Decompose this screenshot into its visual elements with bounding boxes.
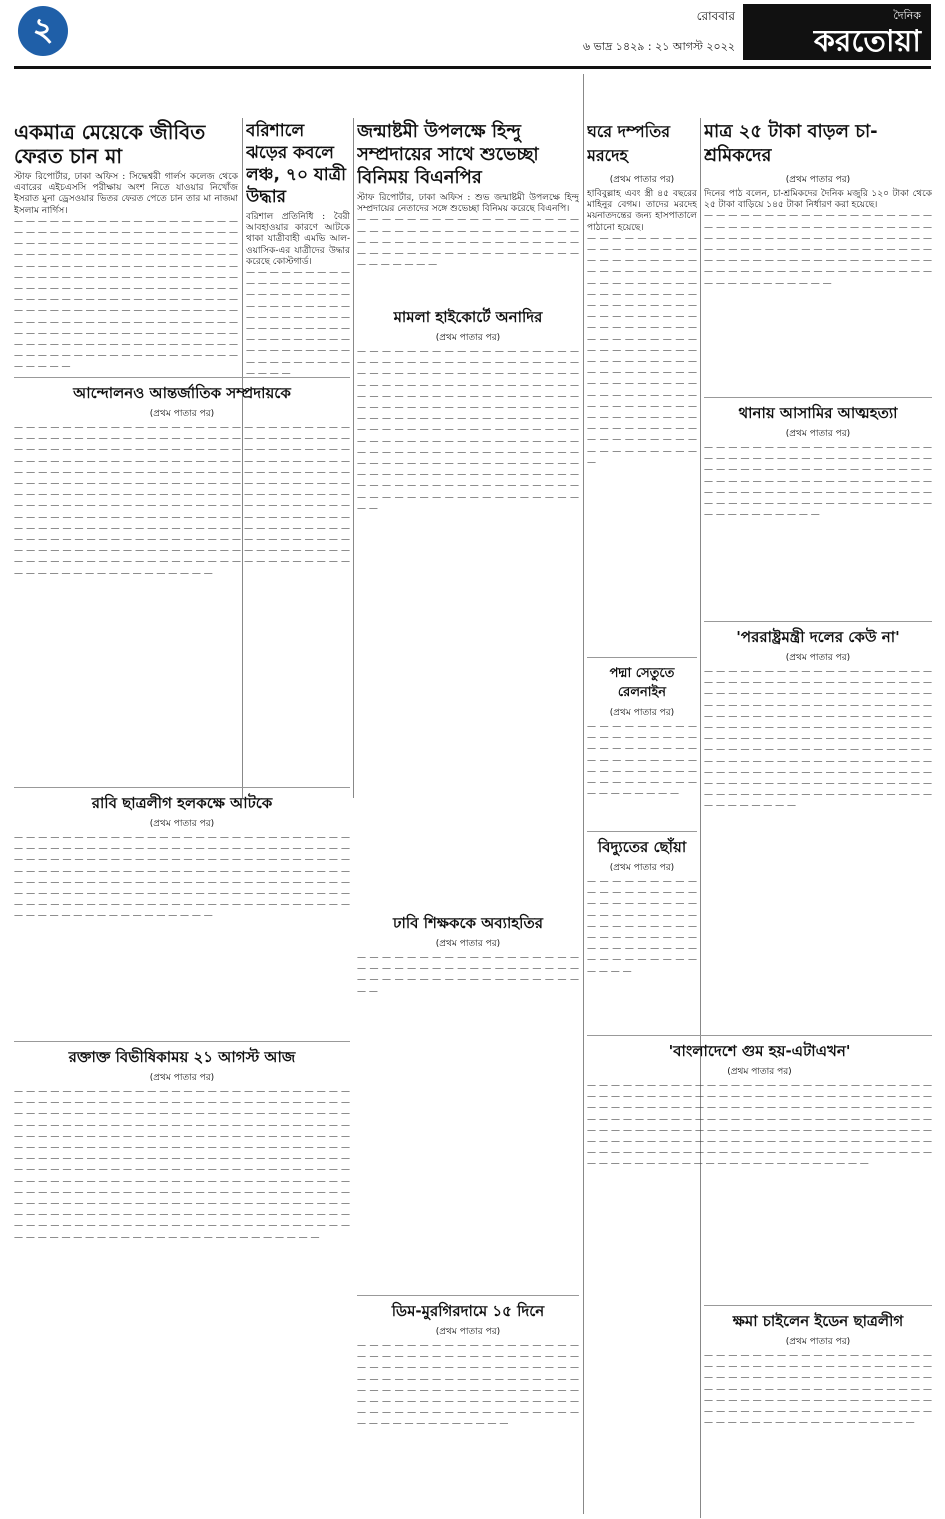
header-rule bbox=[14, 66, 931, 69]
article-3 bbox=[357, 118, 579, 298]
continued-label: (প্রথম পাতার পর) bbox=[785, 653, 851, 663]
continued-label: (প্রথম পাতার পর) bbox=[727, 1067, 792, 1077]
body-text: — — — — — — — — — — — — — — — — — — — — — — — — — — — — — — — — — — — — — — — — — — — — — — — — — — — — — — — — — — — — — — — — — — — — — — — — — — — — — — — — — — — — — bbox=[246, 268, 350, 379]
header-date: ৬ ভাদ্র ১৪২৯ : ২১ আগস্ট ২০২২ bbox=[582, 40, 735, 53]
body-text: — — — — — — — — — — — — — — — — — — — — — — — — — — — — — — — — — — — — — — — — — — — — — — — — — — — — — — — — — — — — — — — — — — — — — — — — — — — — — — — — — — — — — — — — — — — — — — — — — — — — — — — — — — — — — — — — — — — — — — — — — — — — — — — — — — — — — — — — — — — — — — — — — — — — — — — — — — — — — — — — — — — — — — — — — — — — — — — — — — — — — — — — — — — — — — — — — — — — — — — — — — — — — — — — — — — — — — — — — — — — — — — — — — — — — — — — — — — — — — — — — — — — — — — — — — — — — — bbox=[357, 347, 579, 514]
body-text: — — — — — — — — — — — — — — — — — — — — — — — — — — — — — — — — — — — — — — — — — — — — — — — — — — — — — — — — — — — — — — — — — — — — — — — — — — — — — — — bbox=[357, 215, 579, 271]
article-5 bbox=[704, 118, 932, 388]
continued-label: (প্রথম পাতার পর) bbox=[435, 333, 501, 343]
divider bbox=[14, 1041, 350, 1042]
headline: একমাত্র মেয়েকে জীবিত ফেরত চান মা bbox=[14, 120, 206, 168]
body-text: — — — — — — — — — — — — — — — — — — — — — — — — — — — — — — — — — — — — — — — — — — — — — — — — — — — — — — — — — — — — — — — — — — — — — — — — — — — — — — — — — — — — — — — — — — — — — — — — — — — — — — — — — — — — — — — — — — — — — — — — — — — — — — — — — — — — — — — — — — — — — — — — — — — — — — — — — — — — — — — — — — — — — — — — — — — — — — — — — — — — — — — — — — — — — — — — — — — — — — — — — — — — — — — — — — — — — — — — — — — — — — — — — — — — — — — — — — — — bbox=[704, 667, 932, 812]
continued-label: (প্রথম পাতার পর) bbox=[609, 708, 675, 718]
headline: থানায় আসামির আত্মহত্যা bbox=[738, 404, 898, 422]
continued-label: (প্রথম পাতার পর) bbox=[785, 1337, 851, 1347]
header-day: রোববার bbox=[696, 9, 735, 23]
continued-label: (প্রথম পাতার পর) bbox=[149, 409, 215, 419]
headline: ঘরে দম্পতির মরদেহ bbox=[587, 122, 671, 165]
headline: জন্মাষ্টমী উপলক্ষে হিন্দু সম্প্রদায়ের সাথে শুভেচ্ছা বিনিময় বিএনপির bbox=[357, 121, 539, 188]
body-text: — — — — — — — — — — — — — — — — — — — — — — — — — — — — — — — — — — — — — — — — — — — — — — — — — — — — — — — — — — — — — — — — — — — — — — — — — — — — — — — — — — — — — — — — — — — — — — — — — — — — — — — — — — — — — — — — — — — — — — — — — — — — — — — — — — — — — — — — — — — — — — — — — — — — — — — — — — — — — — — — — — — — — — — — — — — — — — — — — — — — — — — — — — — — — — — — — — — — — — — — — — — — — — — — — — — — — — — — — — — — — — — — — — — — — — — — — — — — — — — — — — — — — — — — — — — — bbox=[14, 216, 238, 368]
body-text: — — — — — — — — — — — — — — — — — — — — — — — — — — — — — — — — — — — — — — — — — — — — — — — — — — — — — — — — — — — — — — — — — — — — — — — — — — — — — — — — — — — — — — — — — — — — — — — — — — — — — — — — — — — — — — — — — — — — — — — — — — — — — — — — — — — — — — — — — — — — — — — — — — — — — — — — — — — — — — — — — — — — — — — — — — — — — — — — — — — — — bbox=[587, 233, 697, 468]
article-15 bbox=[14, 1036, 350, 1511]
continued-label: (প্রথম পাতার পর) bbox=[785, 175, 851, 185]
article-text: স্টাফ রিপোর্টার, ঢাকা অফিস : শুভ জন্মাষ্টমী উপলক্ষে হিন্দু সম্প্রদায়ের নেতাদের সঙ্গে শুভেচ্ছা বিনিময় করেছে বিএনপি। bbox=[357, 193, 579, 215]
divider bbox=[14, 787, 350, 788]
article-4 bbox=[587, 118, 697, 648]
continued-label: (প্রথম পাতার পর) bbox=[149, 819, 215, 829]
masthead-logo bbox=[743, 4, 931, 60]
headline: আন্দোলনও আন্তর্জাতিক সম্প্রদায়কে bbox=[73, 384, 291, 402]
body-text: — — — — — — — — — — — — — — — — — — — — — — — — — — — — — — — — — — — — — — — — — — — — — — — — — — — — — — — — — — — — — — — — — — — — — — — — — — — — — — — — — — — — — — — — — — — — — — — — — — — — — — — — — — — — — — — — — — — — — — — — — — — — — — — — — — — — — — — — — — — — — — — — — — — — — — — — — — — — — — — — — — — — — — — — — — — — — — — — — — — — — — — — — — — — — — — — — — — — — — — — — — — — — — — — — — — — — — — — — — — — — — — — — — — — — — — — — — — — — — — — — — — — — — — — — — — — — — — — — — — — — — — — — — — — — — — — — — — — — — — — — — — — — — — — — — — — — — — — — — — — — — — — — — — — — — — — — — — — — — — — — — — — — — — — — — — — — — — — — — — — — — — — — — — — — — — — — — — — — — — — — — — — — — — — — — — — — — — — — — — — — bbox=[14, 423, 350, 579]
page-number: ২ bbox=[18, 6, 68, 56]
headline: 'পররাষ্ট্রমন্ত্রী দলের কেউ না' bbox=[736, 628, 900, 646]
headline: ডিম-মুরগিরদামে ১৫ দিনে bbox=[391, 1302, 545, 1320]
body-text: — — — — — — — — — — — — — — — — — — — — — — — — — — — — — — — — — — — — — — — — — — — — — — — — — — — — — — — — — — — — — — — — — — — — — — — — — — — — — — — — — — — — — — — — — — — — — — — — — — — — — — — — — — — — — — — — — — — — — — — — — — — — — — — — — — — — bbox=[704, 1351, 932, 1429]
article-text: দিনের পাঠ বলেন, চা-শ্রমিকদের দৈনিক মজুরি ১২০ টাকা থেকে ২৫ টাকা বাড়িয়ে ১৪৫ টাকা নির্ধারণ করা হয়েছে। bbox=[704, 189, 932, 211]
article-17 bbox=[704, 1300, 932, 1510]
divider bbox=[357, 1295, 579, 1296]
article-16 bbox=[357, 1290, 579, 1510]
continued-label: (প্রথম পাতার পর) bbox=[149, 1073, 215, 1083]
article-12 bbox=[14, 782, 350, 1032]
article-8 bbox=[587, 652, 697, 822]
divider bbox=[704, 621, 932, 622]
headline: বরিশালে ঝড়ের কবলে লঞ্চ, ৭০ যাত্রী উদ্ধার bbox=[246, 121, 347, 207]
article-text: বরিশাল প্রতিনিধি : বৈরী আবহাওয়ার কারণে আটকে থাকা যাত্রীবাহী এমভি আল-ওয়াসিক-এর যাত্রীদের উদ্ধার করেছে কোস্টগার্ড। bbox=[246, 212, 350, 267]
masthead-small: দৈনিক bbox=[893, 8, 921, 22]
divider bbox=[587, 657, 697, 658]
headline: 'বাংলাদেশে গুম হয়-এটাএখন' bbox=[668, 1042, 851, 1060]
column-divider bbox=[700, 118, 701, 1518]
headline: পদ্মা সেতুতে রেলনাইন bbox=[609, 666, 675, 700]
article-9 bbox=[704, 392, 932, 612]
continued-label: (প্রথম পাতার পর) bbox=[609, 175, 675, 185]
article-6 bbox=[14, 372, 350, 777]
article-11 bbox=[704, 616, 932, 1036]
divider bbox=[587, 1035, 932, 1036]
body-text: — — — — — — — — — — — — — — — — — — — — — — — — — — — — — — — — — — — — — — — — — — — — — — — — — — — — — — — — — — — — — — — — — — — — — — — — — — — — bbox=[587, 877, 697, 977]
continued-label: (প্রথম পাতার পর) bbox=[609, 863, 675, 873]
headline: মাত্র ২৫ টাকা বাড়ল চা-শ্রমিকদের bbox=[704, 121, 878, 166]
article-text: হাবিবুল্লাহ এবং স্ত্রী ৪৫ বছরের মাহিনুর বেগম। তাদের মরদেহ ময়নাতদন্তের জন্য হাসপাতালে পাঠানো হয়েছে। bbox=[587, 189, 697, 233]
divider bbox=[14, 377, 350, 378]
continued-label: (প্রথম পাতার পর) bbox=[435, 939, 501, 949]
headline: বিদ্যুতের ছোঁয়া bbox=[597, 838, 687, 856]
column-divider bbox=[353, 118, 354, 798]
masthead-name: করতোয়া bbox=[813, 23, 921, 59]
body-text: — — — — — — — — — — — — — — — — — — — — — — — — — — — — — — — — — — — — — — — — — — — — — — — — — — — — — — — — — — — — — — — — — — — — — — — — — — — — — — — — — — — — — — — — — — — — — — — — — — — — — — — — — — — — — — — — — — — — — — — — — — — — — — — — — — — — — — — — — — — — — — — — — — — — — — — — — — — — — — — — — — — — — — — — — — — — — — — — — — — — — — — — — — — — — — — — — — — — — — — — — — — — — — — — — — — — — bbox=[14, 833, 350, 922]
headline: মামলা হাইকোর্টে অনাদির bbox=[393, 308, 543, 326]
page-header bbox=[0, 0, 945, 66]
article-7 bbox=[357, 302, 579, 617]
body-text: — — — — — — — — — — — — — — — — — — — — — — — — — — — — — — — — — — — — — — — — — — — — — — — — — — — — — — — — — — — — — — — — — — — — — — — — — — — — — — — — — — — — — — — — — — — — — — — — — — — — — — — — — — — — — — — — — — — — — — — — — — — — — bbox=[704, 211, 932, 289]
body-text: — — — — — — — — — — — — — — — — — — — — — — — — — — — — — — — — — — — — — — — — — — — — — — — — — — — — — — — — — — — — — — bbox=[587, 722, 697, 800]
headline: রক্তাক্ত বিভীষিকাময় ২১ আগস্ট আজ bbox=[68, 1048, 296, 1066]
article-1 bbox=[14, 118, 238, 368]
headline: ঢাবি শিক্ষককে অব্যাহতির bbox=[393, 914, 543, 932]
article-text: স্টাফ রিপোর্টার, ঢাকা অফিস : সিদ্ধেশ্বরী গার্লস কলেজ থেকে এবারের এইচএসসি পরীক্ষায় অংশ নিতে যাওয়ার নিখোঁজ ইসরাত মুনা ড্রেসওয়ার ভিতর ফেরত পেতে চান তার মা নাজমা ইসলাম নার্গিস। bbox=[14, 172, 238, 216]
body-text: — — — — — — — — — — — — — — — — — — — — — — — — — — — — — — — — — — — — — — — — — — — — — — — — — — — — — — — — — — — — — — — — — — — — — — — — — — — — — — — — — — — — — — — — — — — — — — — — — — — — — — — — — — — — — — — — — — — — — — — — — — — — — — — — — — — — — — — — — — — — — — — — — — — — — — — — — — — — — — — — — — — — — — — — — — — — — — — — — — — — — — — — — — — — — — — — — — — — — — — — — — — — — — — — — — — — — — — — — — — — — — — — — — — — — — — — — — — — — — — — — — — — — — — — — — — — — — — — — — — — — — — — — — — — — — — — — — — — — — — — — — — — — — — — — — — — — — — — — — — — — — — — — — — — — — — — — — — — — — — — — — — — — — — — — — — — — — — — — — — — — — — — — — — — — — — — — — — — — — — — — — — — — — — — — — — — — — — — — — — — — — — — — — — — — — bbox=[14, 1087, 350, 1243]
body-text: — — — — — — — — — — — — — — — — — — — — — — — — — — — — — — — — — — — — — — — — — — — — — — — — — — — — — — — — — — — — — — — — — — — — — — — — — — — — — — — — — — — — — — — — — — — — — — — — — — — — — — — — — — — — — — — — — — — — — — — — — — — — — — — — — — — — — — — — — — — bbox=[357, 1341, 579, 1430]
headline: ক্ষমা চাইলেন ইডেন ছাত্রলীগ bbox=[732, 1312, 904, 1330]
headline: রাবি ছাত্রলীগ হলকক্ষে আটকে bbox=[91, 794, 273, 812]
article-13 bbox=[357, 908, 579, 1008]
divider bbox=[587, 831, 697, 832]
article-10 bbox=[587, 826, 697, 1026]
body-text: — — — — — — — — — — — — — — — — — — — — — — — — — — — — — — — — — — — — — — — — — — — — — — — — — — — — — — — — bbox=[357, 953, 579, 997]
continued-label: (প্রথম পাতার পর) bbox=[435, 1327, 501, 1337]
body-text: — — — — — — — — — — — — — — — — — — — — — — — — — — — — — — — — — — — — — — — — — — — — — — — — — — — — — — — — — — — — — — — — — — — — — — — — — — — — — — — — — — — — — — — — — — — — — — — — — — — — — — — — — — — — — — — — — — — — — — — — — — — — bbox=[704, 443, 932, 521]
article-14 bbox=[587, 1030, 932, 1300]
column-divider bbox=[583, 74, 584, 1514]
body-text: — — — — — — — — — — — — — — — — — — — — — — — — — — — — — — — — — — — — — — — — — — — — — — — — — — — — — — — — — — — — — — — — — — — — — — — — — — — — — — — — — — — — — — — — — — — — — — — — — — — — — — — — — — — — — — — — — — — — — — — — — — — — — — — — — — — — — — — — — — — — — — — — — — — — — — — — — — — — — — — — — — — — — — — — — — — — — — — — — — — — — — — — — — — — — — — — — — — — — — — — — — — — — — — — — — — — — — — — — — — — — — — — — — — bbox=[587, 1081, 932, 1170]
divider bbox=[704, 1305, 932, 1306]
divider bbox=[704, 397, 932, 398]
continued-label: (প্রথম পাতার পর) bbox=[785, 429, 851, 439]
